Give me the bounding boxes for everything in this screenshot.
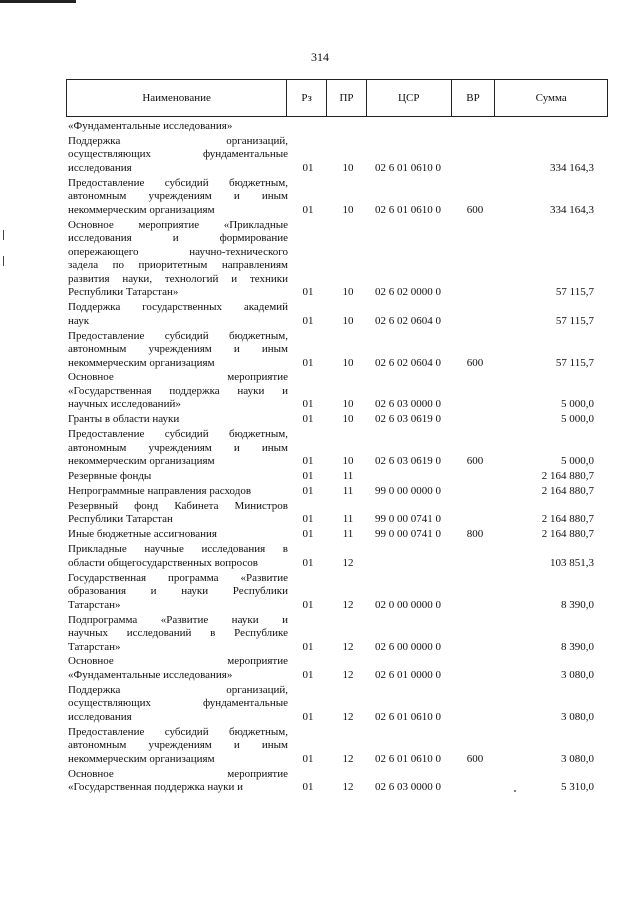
- row-rz: 01: [302, 470, 314, 483]
- row-rz: 01: [302, 314, 314, 327]
- table-row: [0, 485, 640, 499]
- header-pr: ПР: [327, 80, 367, 116]
- table-row: [0, 120, 640, 134]
- row-name-line: автономным учреждениям и иным: [68, 441, 288, 454]
- row-name: [68, 500, 288, 527]
- table-row: [0, 500, 640, 527]
- row-name-line: «Фундаментальные исследования»: [68, 668, 233, 681]
- row-sum: 5 000,0: [561, 413, 594, 426]
- row-sum: 57 115,7: [555, 286, 594, 299]
- row-csr: 02 6 01 0610 0: [375, 752, 441, 765]
- row-name-line: Татарстан»: [68, 598, 121, 611]
- row-name-line: области общегосударственных вопросов: [68, 556, 258, 569]
- row-sum: 334 164,3: [550, 161, 594, 174]
- row-csr: 02 6 03 0000 0: [375, 781, 441, 794]
- row-csr: 99 0 00 0000 0: [375, 485, 441, 497]
- row-sum: 2 164 880,7: [541, 485, 594, 497]
- row-pr: 12: [342, 556, 354, 569]
- row-name-line: Поддержка государственных академий: [68, 301, 288, 314]
- row-name-line: некоммерческим организациям: [68, 203, 215, 216]
- table-row: [0, 768, 640, 795]
- row-pr: 12: [342, 640, 354, 653]
- row-name-line: «Фундаментальные исследования»: [68, 120, 233, 132]
- row-name-line: Резервный фонд Кабинета Министров: [68, 499, 288, 512]
- row-sum: 57 115,7: [555, 356, 594, 369]
- table-row: [0, 655, 640, 682]
- row-name-line: Основное мероприятие: [68, 655, 288, 668]
- row-name-line: осуществляющих фундаментальные: [68, 697, 288, 710]
- row-pr: 10: [342, 356, 354, 369]
- table-row: [0, 301, 640, 328]
- row-pr: 11: [342, 528, 354, 541]
- row-name-line: научных исследований»: [68, 398, 181, 411]
- row-pr: 11: [342, 513, 354, 526]
- row-name: [68, 485, 288, 499]
- row-rz: 01: [302, 455, 314, 468]
- row-name-line: «Государственная поддержка науки и: [68, 384, 288, 397]
- row-pr: 12: [342, 781, 354, 794]
- row-name-line: Прикладные научные исследования в: [68, 543, 288, 556]
- row-name-line: Гранты в области науки: [68, 413, 180, 426]
- row-name: [68, 768, 288, 795]
- row-sum: 3 080,0: [561, 668, 594, 681]
- row-pr: 10: [342, 286, 354, 299]
- row-name-line: Основное мероприятие «Прикладные: [68, 218, 288, 231]
- row-sum: 2 164 880,7: [541, 528, 594, 541]
- row-name-line: Татарстан»: [68, 640, 121, 653]
- row-rz: 01: [302, 752, 314, 765]
- row-name-line: наук: [68, 314, 90, 327]
- row-sum: 5 000,0: [561, 398, 594, 411]
- row-pr: 10: [342, 314, 354, 327]
- table-row: [0, 135, 640, 176]
- row-pr: 10: [342, 203, 354, 216]
- table-row: [0, 428, 640, 469]
- row-csr: 02 6 03 0619 0: [375, 413, 441, 426]
- row-name: [68, 726, 288, 767]
- row-name-line: автономным учреждениям и иным: [68, 343, 288, 355]
- row-sum: 3 080,0: [561, 752, 594, 765]
- header-vr: ВР: [452, 80, 496, 116]
- table-row: [0, 684, 640, 725]
- row-csr: 02 0 00 0000 0: [375, 598, 441, 611]
- table-row: [0, 726, 640, 767]
- row-csr: 02 6 01 0000 0: [375, 668, 441, 681]
- header-csr: ЦСР: [367, 80, 452, 116]
- row-sum: 5 310,0: [561, 781, 594, 794]
- row-pr: 12: [342, 710, 354, 723]
- row-name-line: образования и науки Республики: [68, 585, 288, 598]
- row-name-line: Поддержка организаций,: [68, 134, 288, 147]
- row-name-line: некоммерческим организациям: [68, 455, 215, 468]
- row-rz: 01: [302, 161, 314, 174]
- row-name: [68, 413, 288, 427]
- row-csr: 02 6 02 0604 0: [375, 314, 441, 327]
- row-vr: 600: [466, 455, 484, 468]
- row-rz: 01: [302, 203, 314, 216]
- row-name-line: Предоставление субсидий бюджетным,: [68, 329, 288, 342]
- row-pr: 11: [342, 470, 354, 483]
- row-pr: 12: [342, 598, 354, 611]
- row-name: [68, 614, 288, 655]
- table-header: [66, 79, 608, 117]
- row-sum: 8 390,0: [561, 598, 594, 611]
- row-name: [68, 177, 288, 218]
- row-name-line: некоммерческим организациям: [68, 752, 215, 765]
- row-name-line: опережающего научно-технического: [68, 245, 288, 258]
- row-name: [68, 301, 288, 328]
- table-row: [0, 528, 640, 542]
- row-name-line: исследования и формирование: [68, 232, 288, 245]
- row-name-line: некоммерческим организациям: [68, 356, 215, 369]
- row-name-line: Государственная программа «Развитие: [68, 571, 288, 584]
- row-pr: 12: [342, 668, 354, 681]
- row-name-line: развития науки, технологий и техники: [68, 272, 288, 285]
- row-sum: 2 164 880,7: [541, 470, 594, 483]
- row-name-line: Республики Татарстан»: [68, 286, 179, 299]
- row-name-line: Республики Татарстан: [68, 513, 173, 526]
- row-pr: 10: [342, 398, 354, 411]
- row-name-line: Поддержка организаций,: [68, 683, 288, 696]
- row-rz: 01: [302, 398, 314, 411]
- table-row: [0, 470, 640, 484]
- header-name: Наименование: [67, 80, 287, 116]
- row-name-line: задела по приоритетным направлениям: [68, 259, 288, 272]
- row-csr: 02 6 01 0610 0: [375, 161, 441, 174]
- row-sum: 57 115,7: [555, 314, 594, 327]
- row-name-line: Непрограммные направления расходов: [68, 485, 252, 497]
- header-sum: Сумма: [535, 92, 567, 104]
- row-vr: 600: [466, 203, 484, 216]
- row-vr: 600: [466, 752, 484, 765]
- table-row: [0, 543, 640, 570]
- row-name-line: осуществляющих фундаментальные: [68, 148, 288, 161]
- row-csr: 02 6 00 0000 0: [375, 640, 441, 653]
- row-rz: 01: [302, 356, 314, 369]
- row-csr: 02 6 01 0610 0: [375, 203, 441, 216]
- row-csr: 99 0 00 0741 0: [375, 513, 441, 526]
- row-name: [68, 655, 288, 682]
- row-rz: 01: [302, 556, 314, 569]
- row-name-line: автономным учреждениям и иным: [68, 190, 288, 203]
- row-rz: 01: [302, 513, 314, 526]
- row-vr: 600: [466, 356, 484, 369]
- table-row: [0, 177, 640, 218]
- row-name-line: Предоставление субсидий бюджетным,: [68, 176, 288, 189]
- row-name-line: Иные бюджетные ассигнования: [68, 528, 217, 541]
- table-row: [0, 219, 640, 300]
- row-name: [68, 120, 288, 134]
- row-rz: 01: [302, 413, 314, 426]
- row-name-line: Предоставление субсидий бюджетным,: [68, 428, 288, 441]
- row-sum: 103 851,3: [550, 556, 594, 569]
- row-vr: 800: [466, 528, 484, 541]
- row-rz: 01: [302, 710, 314, 723]
- row-sum: 334 164,3: [550, 203, 594, 216]
- row-rz: 01: [302, 598, 314, 611]
- row-name-line: Подпрограмма «Развитие науки и: [68, 613, 288, 626]
- row-csr: 02 6 03 0619 0: [375, 455, 441, 468]
- row-pr: 10: [342, 161, 354, 174]
- row-sum: 8 390,0: [561, 640, 594, 653]
- table-row: [0, 614, 640, 655]
- row-sum: 2 164 880,7: [541, 513, 594, 526]
- row-pr: 11: [342, 485, 354, 497]
- row-sum: 3 080,0: [561, 710, 594, 723]
- header-rz: Рз: [287, 80, 327, 116]
- row-name-line: научных исследований в Республике: [68, 627, 288, 639]
- table-row: [0, 371, 640, 412]
- row-rz: 01: [302, 485, 314, 497]
- row-csr: 02 6 03 0000 0: [375, 398, 441, 411]
- row-name-line: «Государственная поддержка науки и: [68, 781, 243, 794]
- row-name: [68, 528, 288, 542]
- row-name: [68, 470, 288, 484]
- row-csr: 99 0 00 0741 0: [375, 528, 441, 541]
- row-name: [68, 572, 288, 613]
- row-rz: 01: [302, 528, 314, 541]
- table-row: [0, 330, 640, 371]
- row-pr: 10: [342, 455, 354, 468]
- row-pr: 10: [342, 413, 354, 426]
- row-rz: 01: [302, 640, 314, 653]
- row-sum: 5 000,0: [561, 455, 594, 468]
- table-row: [0, 413, 640, 427]
- row-name-line: исследования: [68, 161, 132, 174]
- scan-artifact-line: [0, 0, 76, 3]
- row-name: [68, 428, 288, 469]
- row-csr: 02 6 02 0604 0: [375, 356, 441, 369]
- row-name: [68, 684, 288, 725]
- row-csr: 02 6 02 0000 0: [375, 286, 441, 299]
- row-name: [68, 219, 288, 300]
- row-name-line: исследования: [68, 710, 132, 723]
- row-pr: 12: [342, 752, 354, 765]
- row-name-line: Предоставление субсидий бюджетным,: [68, 725, 288, 738]
- page-number: 314: [311, 50, 329, 64]
- table-row: [0, 572, 640, 613]
- row-rz: 01: [302, 668, 314, 681]
- row-name: [68, 330, 288, 371]
- row-csr: 02 6 01 0610 0: [375, 710, 441, 723]
- row-name-line: Основное мероприятие: [68, 371, 288, 384]
- row-name-line: Резервные фонды: [68, 470, 152, 483]
- row-name: [68, 371, 288, 412]
- row-name-line: Основное мероприятие: [68, 767, 288, 780]
- row-name: [68, 543, 288, 570]
- row-name-line: автономным учреждениям и иным: [68, 739, 288, 752]
- row-name: [68, 135, 288, 176]
- row-rz: 01: [302, 286, 314, 299]
- row-rz: 01: [302, 781, 314, 794]
